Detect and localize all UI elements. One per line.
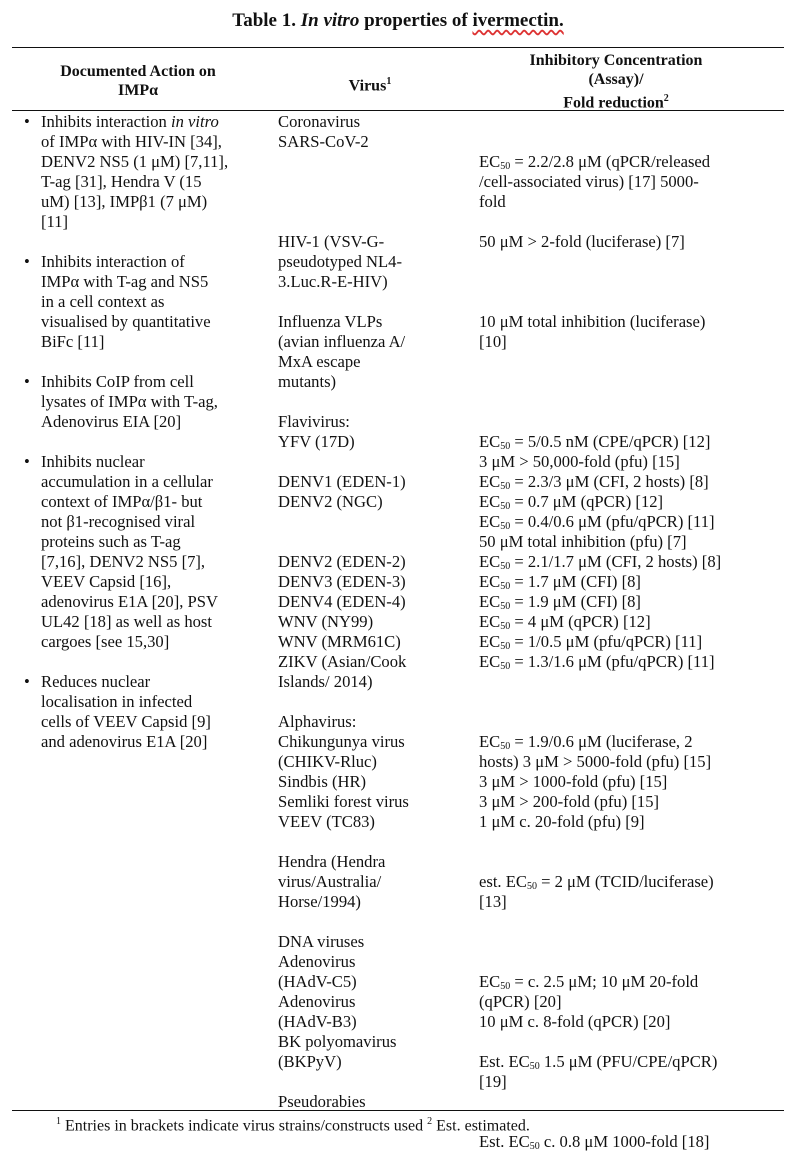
- virus-line: mutants): [278, 372, 337, 391]
- concentration-line: [479, 372, 751, 392]
- concentration-line: EC50 = 2.3/3 μM (CFI, 2 hosts) [8]: [479, 472, 709, 492]
- virus-line: DENV1 (EDEN-1): [278, 472, 406, 491]
- virus-line: HIV-1 (VSV-G-: [278, 232, 385, 251]
- action-text: Inhibits interaction in vitro of IMPα with HIV-IN [34], DENV2 NS5 (1 μM) [7,11], T-ag [31], Hendra V (15 uM) [13], IMPβ1 (7 μM) [11]: [41, 112, 229, 231]
- virus-line: WNV (MRM61C): [278, 632, 401, 651]
- footnote-text2: Est. estimated.: [432, 1117, 530, 1135]
- virus-line: Influenza VLPs: [278, 312, 383, 331]
- header-conc-line2: (Assay)/: [588, 71, 644, 88]
- action-text: Inhibits interaction of IMPα with T-ag and NS5 in a cell context as visualised by quantitative BiFc [11]: [41, 252, 211, 351]
- virus-line: VEEV (TC83): [278, 812, 375, 831]
- concentration-line: hosts) 3 μM > 5000-fold (pfu) [15]: [479, 752, 712, 771]
- virus-line: [278, 152, 468, 172]
- virus-line: Alphavirus:: [278, 712, 357, 731]
- concentration-line: [479, 252, 751, 272]
- concentration-line: [479, 272, 751, 292]
- concentration-line: EC50 = 2.1/1.7 μM (CFI, 2 hosts) [8]: [479, 552, 722, 572]
- virus-line: Flavivirus:: [278, 412, 350, 431]
- table-title: [0, 10, 796, 32]
- concentration-line: [479, 952, 751, 972]
- concentration-line: 50 μM total inhibition (pfu) [7]: [479, 532, 687, 551]
- virus-line: SARS-CoV-2: [278, 132, 369, 151]
- header-documented-action: [28, 62, 248, 100]
- concentration-line: EC50 = 1.7 μM (CFI) [8]: [479, 572, 641, 592]
- concentration-line: EC50 = 0.7 μM (qPCR) [12]: [479, 492, 664, 512]
- virus-line: pseudotyped NL4-: [278, 252, 402, 271]
- bullet-icon: •: [24, 372, 30, 391]
- virus-line: Coronavirus: [278, 112, 361, 131]
- virus-line: Adenovirus: [278, 952, 356, 971]
- concentration-line: EC50 = 5/0.5 nM (CPE/qPCR) [12]: [479, 432, 711, 452]
- concentration-line: [479, 352, 751, 372]
- virus-column: [278, 112, 468, 1112]
- action-bullet-item: [24, 112, 264, 232]
- virus-line: [278, 292, 468, 312]
- title-keyword: ivermectin.: [472, 10, 564, 31]
- header-virus-sup: 1: [386, 76, 392, 87]
- virus-line: YFV (17D): [278, 432, 355, 451]
- header-conc-line1: Inhibitory Concentration: [529, 52, 703, 69]
- concentration-line: EC50 = 0.4/0.6 μM (pfu/qPCR) [11]: [479, 512, 715, 532]
- concentration-line: EC50 = 1.3/1.6 μM (pfu/qPCR) [11]: [479, 652, 715, 672]
- concentration-line: [479, 112, 751, 132]
- concentration-column: [479, 112, 751, 1152]
- concentration-line: [479, 292, 751, 312]
- virus-line: Hendra (Hendra: [278, 852, 386, 871]
- title-italic: In vitro: [300, 10, 360, 31]
- virus-line: DENV2 (NGC): [278, 492, 383, 511]
- virus-line: Sindbis (HR): [278, 772, 367, 791]
- action-bullet-item: [24, 672, 264, 752]
- table-bottom-rule: [12, 1110, 784, 1111]
- virus-line: BK polyomavirus: [278, 1032, 397, 1051]
- virus-line: 3.Luc.R-E-HIV): [278, 272, 388, 291]
- concentration-line: 10 μM total inhibition (luciferase): [479, 312, 706, 331]
- virus-line: [278, 832, 468, 852]
- concentration-line: [479, 852, 751, 872]
- bullet-icon: •: [24, 452, 30, 471]
- concentration-line: [479, 912, 751, 932]
- virus-line: (CHIKV-Rluc): [278, 752, 377, 771]
- virus-line: Adenovirus: [278, 992, 356, 1011]
- bullet-icon: •: [24, 252, 30, 271]
- concentration-line: [479, 212, 751, 232]
- table-top-rule: [12, 47, 784, 48]
- virus-line: (HAdV-C5): [278, 972, 357, 991]
- concentration-line: 50 μM > 2-fold (luciferase) [7]: [479, 232, 685, 251]
- concentration-line: [479, 692, 751, 712]
- concentration-line: 1 μM c. 20-fold (pfu) [9]: [479, 812, 645, 831]
- virus-line: Horse/1994): [278, 892, 361, 911]
- concentration-line: [19]: [479, 1072, 507, 1091]
- header-virus-label: Virus: [348, 77, 387, 95]
- action-bullet-item: [24, 252, 264, 352]
- concentration-line: [479, 712, 751, 732]
- action-bullet-item: [24, 452, 264, 652]
- virus-line: [278, 192, 468, 212]
- concentration-line: [479, 1032, 751, 1052]
- action-bullet-item: [24, 372, 264, 432]
- virus-line: WNV (NY99): [278, 612, 374, 631]
- concentration-line: [479, 832, 751, 852]
- concentration-line: EC50 = 1.9/0.6 μM (luciferase, 2: [479, 732, 693, 752]
- virus-line: [278, 912, 468, 932]
- virus-line: DENV4 (EDEN-4): [278, 592, 406, 611]
- footnote-sup1: 1: [56, 1116, 61, 1127]
- concentration-line: [13]: [479, 892, 507, 911]
- concentration-line: (qPCR) [20]: [479, 992, 562, 1011]
- concentration-line: 3 μM > 50,000-fold (pfu) [15]: [479, 452, 680, 471]
- virus-line: [278, 512, 468, 532]
- virus-line: [278, 532, 468, 552]
- virus-line: [278, 212, 468, 232]
- concentration-line: EC50 = c. 2.5 μM; 10 μM 20-fold: [479, 972, 699, 992]
- concentration-line: EC50 = 4 μM (qPCR) [12]: [479, 612, 651, 632]
- virus-line: MxA escape: [278, 352, 361, 371]
- virus-line: (HAdV-B3): [278, 1012, 357, 1031]
- concentration-line: EC50 = 1.9 μM (CFI) [8]: [479, 592, 641, 612]
- concentration-line: EC50 = 1/0.5 μM (pfu/qPCR) [11]: [479, 632, 703, 652]
- concentration-line: [479, 392, 751, 412]
- title-middle: properties of: [364, 10, 468, 31]
- concentration-line: [10]: [479, 332, 507, 351]
- virus-line: (avian influenza A/: [278, 332, 406, 351]
- virus-line: DNA viruses: [278, 932, 365, 951]
- concentration-line: [479, 672, 751, 692]
- header-bottom-rule: [12, 110, 784, 111]
- header-conc-sup: 2: [663, 93, 669, 104]
- concentration-line: [479, 1092, 751, 1112]
- footnote-sup2: 2: [427, 1116, 433, 1127]
- header-conc-line3: Fold reduction: [563, 94, 664, 112]
- header-inhibitory-concentration: [478, 51, 754, 112]
- virus-line: ZIKV (Asian/Cook: [278, 652, 407, 671]
- header-action-line1: Documented Action on: [60, 63, 216, 80]
- bullet-icon: •: [24, 112, 30, 131]
- concentration-line: 10 μM c. 8-fold (qPCR) [20]: [479, 1012, 671, 1031]
- header-virus: [320, 72, 420, 95]
- virus-line: [278, 392, 468, 412]
- virus-line: DENV3 (EDEN-3): [278, 572, 406, 591]
- concentration-line: 3 μM > 200-fold (pfu) [15]: [479, 792, 660, 811]
- table-footnote: [56, 1116, 530, 1135]
- concentration-line: [479, 932, 751, 952]
- action-text: Inhibits CoIP from cell lysates of IMPα with T-ag, Adenovirus EIA [20]: [41, 372, 218, 431]
- concentration-line: fold: [479, 192, 506, 211]
- virus-line: [278, 172, 468, 192]
- header-action-line2: IMPα: [117, 82, 159, 99]
- concentration-line: Est. EC50 c. 0.8 μM 1000-fold [18]: [479, 1132, 710, 1152]
- action-text: Inhibits nuclear accumulation in a cellular context of IMPα/β1- but not β1-recognised viral proteins such as T-ag [7,16], DENV2 NS5 [7], VEEV Capsid [16], adenovirus E1A [20], PSV UL42 [18] as well as host cargoes [see 15,30]: [41, 452, 218, 651]
- virus-line: [278, 692, 468, 712]
- virus-line: [278, 1072, 468, 1092]
- concentration-line: [479, 132, 751, 152]
- title-prefix: Table 1.: [232, 10, 296, 31]
- footnote-text: Entries in brackets indicate virus strains/constructs used: [61, 1117, 428, 1135]
- concentration-line: est. EC50 = 2 μM (TCID/luciferase): [479, 872, 714, 892]
- documented-actions-column: [24, 112, 264, 772]
- virus-line: Chikungunya virus: [278, 732, 405, 751]
- action-text: Reduces nuclear localisation in infected cells of VEEV Capsid [9] and adenovirus E1A [20]: [41, 672, 211, 751]
- concentration-line: 3 μM > 1000-fold (pfu) [15]: [479, 772, 668, 791]
- virus-line: Islands/ 2014): [278, 672, 373, 691]
- virus-line: DENV2 (EDEN-2): [278, 552, 406, 571]
- virus-line: Pseudorabies: [278, 1092, 366, 1111]
- concentration-line: /cell-associated virus) [17] 5000-: [479, 172, 699, 191]
- concentration-line: [479, 412, 751, 432]
- virus-line: virus/Australia/: [278, 872, 382, 891]
- virus-line: [278, 452, 468, 472]
- virus-line: (BKPyV): [278, 1052, 342, 1071]
- concentration-line: EC50 = 2.2/2.8 μM (qPCR/released: [479, 152, 711, 172]
- bullet-icon: •: [24, 672, 30, 691]
- virus-line: Semliki forest virus: [278, 792, 409, 811]
- concentration-line: Est. EC50 1.5 μM (PFU/CPE/qPCR): [479, 1052, 718, 1072]
